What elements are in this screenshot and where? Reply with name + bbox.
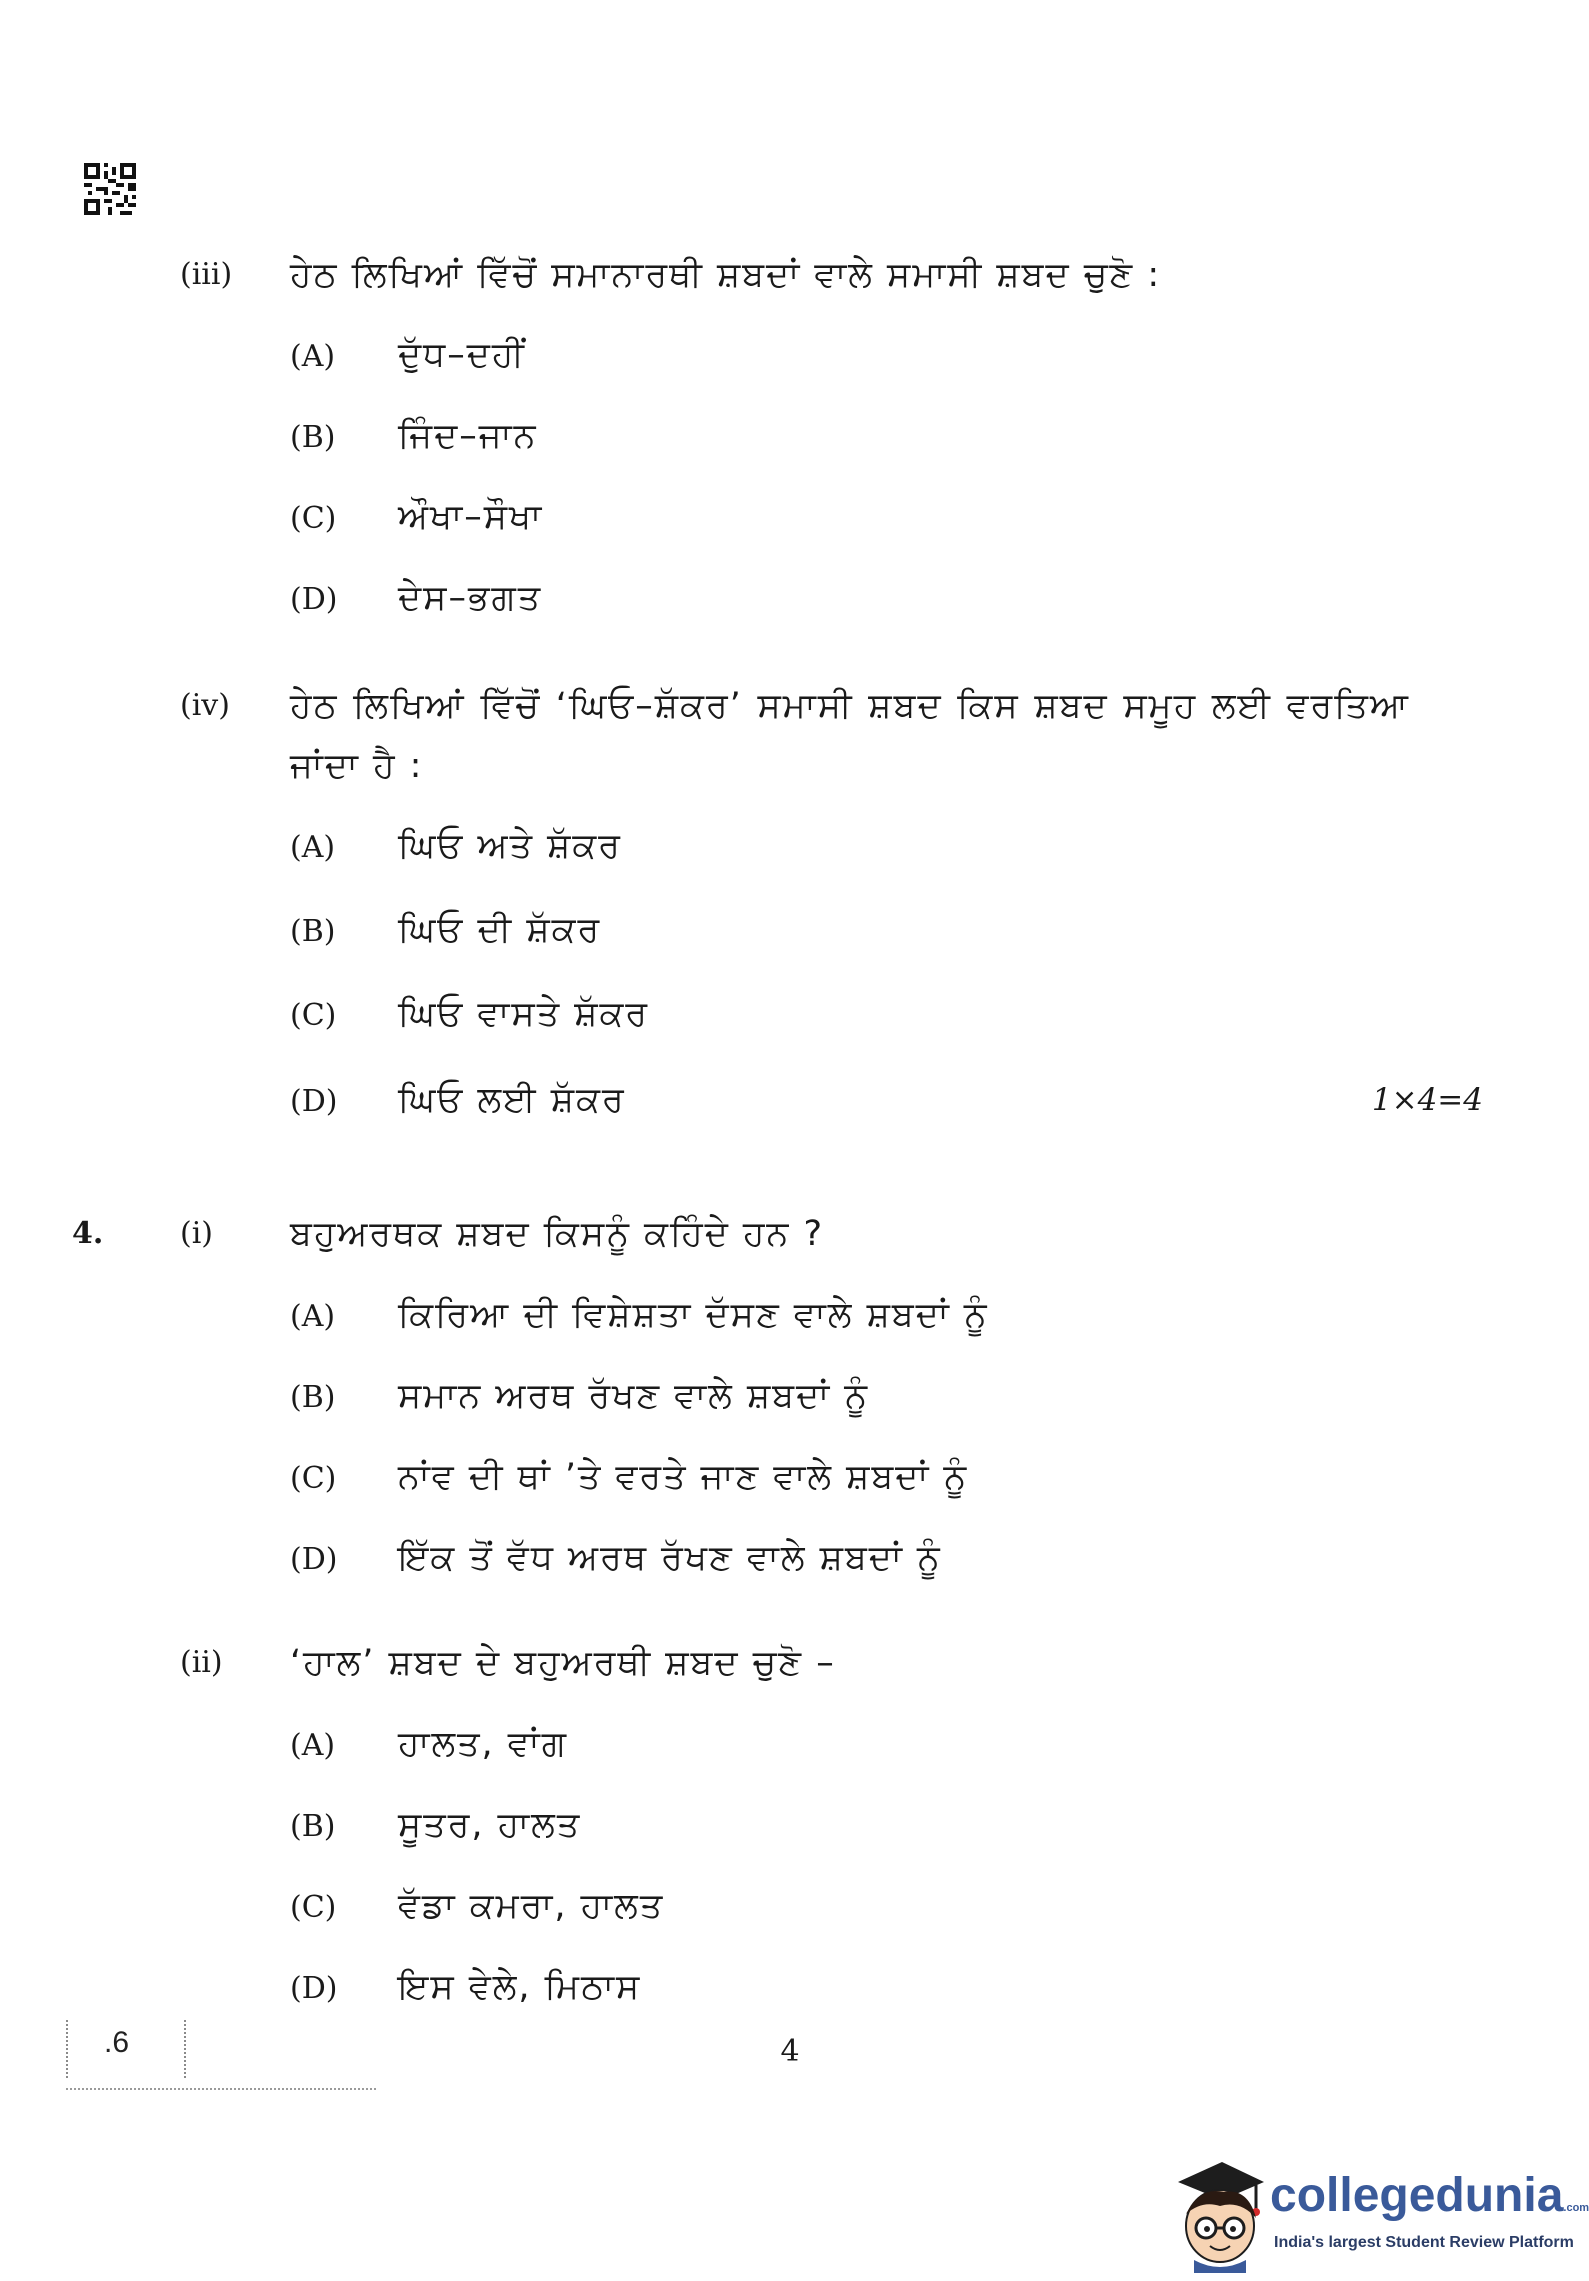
option-text: ਘਿਓ ਅਤੇ ਸ਼ੱਕਰ [398,826,623,866]
option-iv-c [290,994,649,1036]
option-label: (B) [290,420,336,455]
question-text-4-i: ਬਹੁਅਰਥਕ ਸ਼ਬਦ ਕਿਸਨੂੰ ਕਹਿੰਦੇ ਹਨ ? [290,1214,825,1254]
option-text: ਘਿਓ ਲਈ ਸ਼ੱਕਰ [398,1080,626,1120]
option-4ii-b [290,1805,581,1847]
option-4i-a [290,1295,989,1337]
option-iv-d [290,1080,626,1122]
option-text: ਦੁੱਧ–ਦਹੀਂ [398,335,526,375]
mascot-icon [1160,2148,1270,2273]
option-text: ਇਸ ਵੇਲੇ, ਮਿਠਾਸ [398,1967,642,2007]
footer-dotted-line [66,2088,376,2090]
question-number-iii: (iii) [180,257,233,292]
brand-tagline: India's largest Student Review Platform [1274,2234,1574,2251]
option-text: ਹਾਲਤ, ਵਾਂਗ [398,1724,568,1764]
option-iii-b [290,416,538,458]
brand-suffix: .com [1563,2202,1589,2214]
option-label: (C) [290,1890,337,1925]
option-label: (B) [290,914,336,949]
option-iv-a [290,826,622,868]
option-text: ਵੱਡਾ ਕਮਰਾ, ਹਾਲਤ [398,1886,665,1926]
option-text: ਸੂਤਰ, ਹਾਲਤ [398,1805,582,1845]
option-4ii-a [290,1724,568,1766]
paper-code: .6 [104,2026,130,2059]
option-text: ਔਖਾ–ਸੌਖਾ [398,497,544,537]
option-iii-a [290,335,526,377]
question-number-iv: (iv) [180,688,230,723]
question-text-iv: ਹੇਠ ਲਿਖਿਆਂ ਵਿੱਚੋਂ ‘ਘਿਓ–ਸ਼ੱਕਰ’ ਸਮਾਸੀ ਸ਼ਬਦ ਕਿਸ ਸ਼ਬਦ ਸਮੂਹ ਲਈ ਵਰਤਿਆ ਜਾਂਦਾ ਹੈ : [290,686,1410,786]
option-iv-b [290,910,601,952]
option-label: (A) [290,1299,336,1334]
question-number-4-i: (i) [180,1216,214,1251]
question-number-4-ii: (ii) [180,1645,223,1680]
option-text: ਇੱਕ ਤੋਂ ਵੱਧ ਅਰਥ ਰੱਖਣ ਵਾਲੇ ਸ਼ਬਦਾਂ ਨੂੰ [398,1538,942,1578]
option-label: (C) [290,998,337,1033]
marks-allocation: 1×4=4 [1371,1082,1483,1118]
qr-code-icon [84,163,136,215]
option-4ii-c [290,1886,664,1928]
option-text: ਕਿਰਿਆ ਦੀ ਵਿਸ਼ੇਸ਼ਤਾ ਦੱਸਣ ਵਾਲੇ ਸ਼ਬਦਾਂ ਨੂੰ [398,1295,989,1335]
brand-name [1270,2168,1589,2223]
option-text: ਨਾਂਵ ਦੀ ਥਾਂ ’ਤੇ ਵਰਤੇ ਜਾਣ ਵਾਲੇ ਸ਼ਬਦਾਂ ਨੂੰ [398,1457,969,1497]
option-text: ਸਮਾਨ ਅਰਥ ਰੱਖਣ ਵਾਲੇ ਸ਼ਬਦਾਂ ਨੂੰ [398,1376,870,1416]
option-4ii-d [290,1967,641,2009]
option-4i-c [290,1457,968,1499]
option-4i-d [290,1538,942,1580]
option-label: (A) [290,1728,336,1763]
option-text: ਦੇਸ–ਭਗਤ [398,578,543,618]
option-4i-b [290,1376,869,1418]
option-text: ਘਿਓ ਦੀ ਸ਼ੱਕਰ [398,910,602,950]
paper-code-box [66,2020,186,2078]
question-number-4: 4. [72,1216,104,1251]
option-label: (D) [290,1542,338,1577]
brand-text: collegedunia [1270,2169,1564,2222]
option-text: ਜਿੰਦ–ਜਾਨ [398,416,538,456]
question-text-iii: ਹੇਠ ਲਿਖਿਆਂ ਵਿੱਚੋਂ ਸਮਾਨਾਰਥੀ ਸ਼ਬਦਾਂ ਵਾਲੇ ਸਮਾਸੀ ਸ਼ਬਦ ਚੁਣੋ : [290,255,1162,295]
option-text: ਘਿਓ ਵਾਸਤੇ ਸ਼ੱਕਰ [398,994,650,1034]
option-label: (D) [290,1084,338,1119]
option-iii-c [290,497,543,539]
option-iii-d [290,578,542,620]
option-label: (C) [290,1461,337,1496]
collegedunia-logo [1160,2148,1589,2273]
question-text-4-ii: ‘ਹਾਲ’ ਸ਼ਬਦ ਦੇ ਬਹੁਅਰਥੀ ਸ਼ਬਦ ਚੁਣੋ – [290,1643,836,1683]
page-number: 4 [780,2034,800,2069]
option-label: (C) [290,501,337,536]
option-label: (D) [290,1971,338,2006]
option-label: (A) [290,339,336,374]
option-label: (B) [290,1809,336,1844]
option-label: (B) [290,1380,336,1415]
option-label: (D) [290,582,338,617]
option-label: (A) [290,830,336,865]
